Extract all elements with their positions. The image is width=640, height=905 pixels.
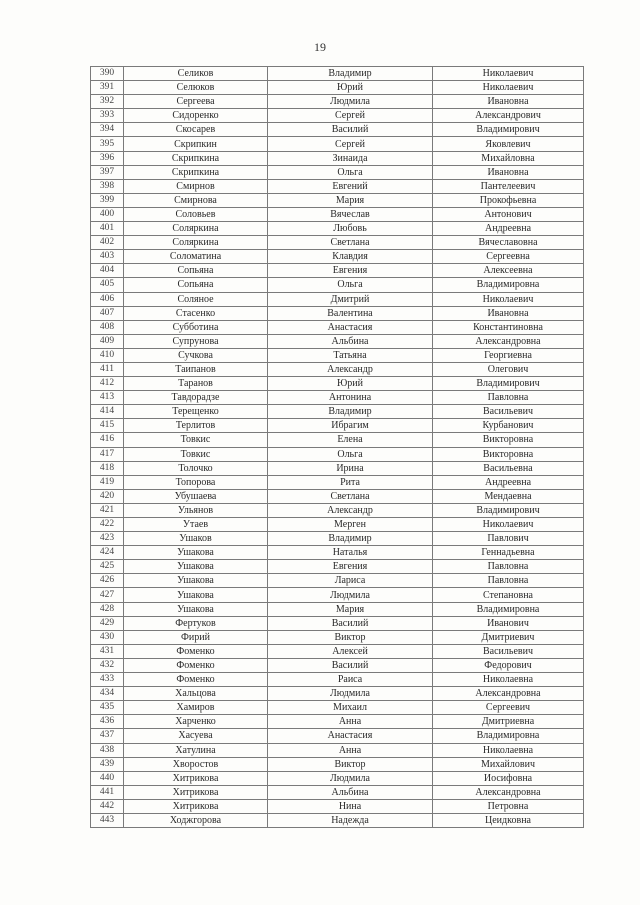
table-row [91, 391, 584, 405]
table-row [91, 574, 584, 588]
patronymic-cell: Викторовна [433, 447, 584, 461]
table-row [91, 757, 584, 771]
table-row [91, 109, 584, 123]
surname-cell: Терлитов [124, 419, 268, 433]
table-row [91, 799, 584, 813]
surname-cell: Соляркина [124, 222, 268, 236]
patronymic-cell: Александровна [433, 687, 584, 701]
row-number: 434 [91, 687, 124, 701]
row-number: 440 [91, 771, 124, 785]
patronymic-cell: Павловна [433, 560, 584, 574]
patronymic-cell: Владимировна [433, 729, 584, 743]
first-name-cell: Людмила [268, 771, 433, 785]
first-name-cell: Ибрагим [268, 419, 433, 433]
row-number: 436 [91, 715, 124, 729]
table-row [91, 743, 584, 757]
surname-cell: Ушакова [124, 560, 268, 574]
first-name-cell: Владимир [268, 67, 433, 81]
surname-cell: Харченко [124, 715, 268, 729]
surname-cell: Ходжгорова [124, 813, 268, 827]
first-name-cell: Алексей [268, 644, 433, 658]
patronymic-cell: Михайлович [433, 757, 584, 771]
patronymic-cell: Сергеевна [433, 250, 584, 264]
patronymic-cell: Васильевна [433, 461, 584, 475]
patronymic-cell: Антонович [433, 207, 584, 221]
table-row [91, 433, 584, 447]
row-number: 416 [91, 433, 124, 447]
first-name-cell: Анна [268, 715, 433, 729]
surname-cell: Хитрикова [124, 785, 268, 799]
patronymic-cell: Ивановна [433, 95, 584, 109]
first-name-cell: Сергей [268, 137, 433, 151]
patronymic-cell: Владимирович [433, 123, 584, 137]
table-row [91, 123, 584, 137]
first-name-cell: Александр [268, 503, 433, 517]
first-name-cell: Клавдия [268, 250, 433, 264]
first-name-cell: Нина [268, 799, 433, 813]
table-row [91, 95, 584, 109]
patronymic-cell: Васильевич [433, 405, 584, 419]
patronymic-cell: Николаевич [433, 292, 584, 306]
surname-cell: Смирнов [124, 179, 268, 193]
row-number: 422 [91, 518, 124, 532]
row-number: 424 [91, 546, 124, 560]
surname-cell: Ушакова [124, 602, 268, 616]
patronymic-cell: Владимировна [433, 278, 584, 292]
first-name-cell: Евгения [268, 264, 433, 278]
first-name-cell: Владимир [268, 405, 433, 419]
row-number: 400 [91, 207, 124, 221]
surname-cell: Товкис [124, 447, 268, 461]
table-row [91, 362, 584, 376]
row-number: 437 [91, 729, 124, 743]
surname-cell: Фертуков [124, 616, 268, 630]
first-name-cell: Ольга [268, 447, 433, 461]
first-name-cell: Виктор [268, 757, 433, 771]
table-row [91, 658, 584, 672]
patronymic-cell: Николаевич [433, 518, 584, 532]
table-row [91, 419, 584, 433]
table-row [91, 518, 584, 532]
table-row [91, 813, 584, 827]
surname-cell: Стасенко [124, 306, 268, 320]
row-number: 398 [91, 179, 124, 193]
surname-cell: Соловьев [124, 207, 268, 221]
table-row [91, 644, 584, 658]
table-row [91, 447, 584, 461]
patronymic-cell: Дмитриевна [433, 715, 584, 729]
first-name-cell: Светлана [268, 236, 433, 250]
patronymic-cell: Алексеевна [433, 264, 584, 278]
row-number: 420 [91, 489, 124, 503]
patronymic-cell: Павлович [433, 532, 584, 546]
row-number: 408 [91, 320, 124, 334]
row-number: 441 [91, 785, 124, 799]
surname-cell: Толочко [124, 461, 268, 475]
patronymic-cell: Николаевич [433, 81, 584, 95]
patronymic-cell: Александровна [433, 334, 584, 348]
first-name-cell: Михаил [268, 701, 433, 715]
first-name-cell: Виктор [268, 630, 433, 644]
name-list-body [91, 67, 584, 828]
surname-cell: Смирнова [124, 193, 268, 207]
row-number: 394 [91, 123, 124, 137]
first-name-cell: Лариса [268, 574, 433, 588]
row-number: 395 [91, 137, 124, 151]
row-number: 433 [91, 673, 124, 687]
row-number: 391 [91, 81, 124, 95]
surname-cell: Соломатина [124, 250, 268, 264]
table-row [91, 602, 584, 616]
surname-cell: Сопьяна [124, 278, 268, 292]
patronymic-cell: Прокофьевна [433, 193, 584, 207]
patronymic-cell: Николаевна [433, 743, 584, 757]
surname-cell: Товкис [124, 433, 268, 447]
first-name-cell: Ирина [268, 461, 433, 475]
row-number: 443 [91, 813, 124, 827]
surname-cell: Хворостов [124, 757, 268, 771]
patronymic-cell: Павловна [433, 391, 584, 405]
first-name-cell: Раиса [268, 673, 433, 687]
first-name-cell: Анастасия [268, 729, 433, 743]
surname-cell: Субботина [124, 320, 268, 334]
surname-cell: Соляркина [124, 236, 268, 250]
surname-cell: Сергеева [124, 95, 268, 109]
surname-cell: Ушакова [124, 574, 268, 588]
surname-cell: Сопьяна [124, 264, 268, 278]
patronymic-cell: Курбанович [433, 419, 584, 433]
patronymic-cell: Васильевич [433, 644, 584, 658]
first-name-cell: Людмила [268, 687, 433, 701]
first-name-cell: Ольга [268, 278, 433, 292]
table-row [91, 673, 584, 687]
first-name-cell: Евгений [268, 179, 433, 193]
surname-cell: Скосарев [124, 123, 268, 137]
row-number: 421 [91, 503, 124, 517]
first-name-cell: Людмила [268, 95, 433, 109]
table-row [91, 67, 584, 81]
patronymic-cell: Павловна [433, 574, 584, 588]
patronymic-cell: Андреевна [433, 222, 584, 236]
surname-cell: Ушаков [124, 532, 268, 546]
first-name-cell: Дмитрий [268, 292, 433, 306]
row-number: 419 [91, 475, 124, 489]
table-row [91, 616, 584, 630]
patronymic-cell: Михайловна [433, 151, 584, 165]
surname-cell: Хатулина [124, 743, 268, 757]
first-name-cell: Юрий [268, 377, 433, 391]
table-row [91, 151, 584, 165]
row-number: 414 [91, 405, 124, 419]
first-name-cell: Василий [268, 658, 433, 672]
table-row [91, 630, 584, 644]
first-name-cell: Мария [268, 193, 433, 207]
name-list-table [90, 66, 584, 828]
row-number: 411 [91, 362, 124, 376]
patronymic-cell: Георгиевна [433, 348, 584, 362]
surname-cell: Ушакова [124, 546, 268, 560]
row-number: 409 [91, 334, 124, 348]
first-name-cell: Мерген [268, 518, 433, 532]
patronymic-cell: Дмитриевич [433, 630, 584, 644]
table-row [91, 264, 584, 278]
row-number: 439 [91, 757, 124, 771]
patronymic-cell: Цеидковна [433, 813, 584, 827]
surname-cell: Ушакова [124, 588, 268, 602]
row-number: 392 [91, 95, 124, 109]
page-number: 19 [314, 40, 326, 54]
first-name-cell: Надежда [268, 813, 433, 827]
surname-cell: Сидоренко [124, 109, 268, 123]
patronymic-cell: Владимировна [433, 602, 584, 616]
first-name-cell: Наталья [268, 546, 433, 560]
surname-cell: Терещенко [124, 405, 268, 419]
surname-cell: Селиков [124, 67, 268, 81]
row-number: 390 [91, 67, 124, 81]
table-row [91, 546, 584, 560]
table-row [91, 222, 584, 236]
table-row [91, 729, 584, 743]
row-number: 410 [91, 348, 124, 362]
first-name-cell: Василий [268, 616, 433, 630]
surname-cell: Хасуева [124, 729, 268, 743]
first-name-cell: Любовь [268, 222, 433, 236]
table-row [91, 701, 584, 715]
first-name-cell: Альбина [268, 334, 433, 348]
surname-cell: Таранов [124, 377, 268, 391]
surname-cell: Утаев [124, 518, 268, 532]
table-row [91, 771, 584, 785]
surname-cell: Селюков [124, 81, 268, 95]
row-number: 435 [91, 701, 124, 715]
patronymic-cell: Иосифовна [433, 771, 584, 785]
patronymic-cell: Александровна [433, 785, 584, 799]
first-name-cell: Юрий [268, 81, 433, 95]
row-number: 415 [91, 419, 124, 433]
row-number: 425 [91, 560, 124, 574]
patronymic-cell: Ивановна [433, 165, 584, 179]
table-row [91, 292, 584, 306]
first-name-cell: Ольга [268, 165, 433, 179]
row-number: 402 [91, 236, 124, 250]
surname-cell: Хальцова [124, 687, 268, 701]
first-name-cell: Светлана [268, 489, 433, 503]
patronymic-cell: Николаевна [433, 673, 584, 687]
surname-cell: Фоменко [124, 658, 268, 672]
row-number: 423 [91, 532, 124, 546]
row-number: 442 [91, 799, 124, 813]
row-number: 412 [91, 377, 124, 391]
table-row [91, 165, 584, 179]
patronymic-cell: Андреевна [433, 475, 584, 489]
table-row [91, 715, 584, 729]
patronymic-cell: Геннадьевна [433, 546, 584, 560]
patronymic-cell: Викторовна [433, 433, 584, 447]
surname-cell: Фоменко [124, 673, 268, 687]
surname-cell: Убушаева [124, 489, 268, 503]
row-number: 427 [91, 588, 124, 602]
table-row [91, 306, 584, 320]
patronymic-cell: Олегович [433, 362, 584, 376]
first-name-cell: Анастасия [268, 320, 433, 334]
patronymic-cell: Пантелеевич [433, 179, 584, 193]
row-number: 406 [91, 292, 124, 306]
surname-cell: Фоменко [124, 644, 268, 658]
table-row [91, 236, 584, 250]
first-name-cell: Татьяна [268, 348, 433, 362]
table-row [91, 278, 584, 292]
patronymic-cell: Степановна [433, 588, 584, 602]
surname-cell: Тавдорадзе [124, 391, 268, 405]
surname-cell: Скрипкина [124, 165, 268, 179]
row-number: 431 [91, 644, 124, 658]
patronymic-cell: Александрович [433, 109, 584, 123]
table-row [91, 320, 584, 334]
row-number: 397 [91, 165, 124, 179]
row-number: 417 [91, 447, 124, 461]
patronymic-cell: Федорович [433, 658, 584, 672]
first-name-cell: Владимир [268, 532, 433, 546]
first-name-cell: Василий [268, 123, 433, 137]
row-number: 403 [91, 250, 124, 264]
surname-cell: Топорова [124, 475, 268, 489]
row-number: 430 [91, 630, 124, 644]
surname-cell: Скрипкин [124, 137, 268, 151]
surname-cell: Хитрикова [124, 771, 268, 785]
row-number: 405 [91, 278, 124, 292]
first-name-cell: Евгения [268, 560, 433, 574]
table-row [91, 532, 584, 546]
surname-cell: Хитрикова [124, 799, 268, 813]
table-row [91, 137, 584, 151]
first-name-cell: Рита [268, 475, 433, 489]
patronymic-cell: Николаевич [433, 67, 584, 81]
patronymic-cell: Вячеславовна [433, 236, 584, 250]
surname-cell: Таипанов [124, 362, 268, 376]
row-number: 401 [91, 222, 124, 236]
surname-cell: Хамиров [124, 701, 268, 715]
surname-cell: Супрунова [124, 334, 268, 348]
surname-cell: Соляное [124, 292, 268, 306]
surname-cell: Ульянов [124, 503, 268, 517]
table-row [91, 348, 584, 362]
first-name-cell: Александр [268, 362, 433, 376]
first-name-cell: Зинаида [268, 151, 433, 165]
table-row [91, 193, 584, 207]
table-row [91, 461, 584, 475]
surname-cell: Фирий [124, 630, 268, 644]
row-number: 429 [91, 616, 124, 630]
row-number: 418 [91, 461, 124, 475]
table-row [91, 250, 584, 264]
first-name-cell: Анна [268, 743, 433, 757]
table-row [91, 81, 584, 95]
row-number: 396 [91, 151, 124, 165]
first-name-cell: Елена [268, 433, 433, 447]
table-row [91, 588, 584, 602]
patronymic-cell: Владимирович [433, 503, 584, 517]
table-row [91, 207, 584, 221]
surname-cell: Сучкова [124, 348, 268, 362]
row-number: 393 [91, 109, 124, 123]
row-number: 432 [91, 658, 124, 672]
first-name-cell: Сергей [268, 109, 433, 123]
row-number: 413 [91, 391, 124, 405]
patronymic-cell: Мендаевна [433, 489, 584, 503]
first-name-cell: Валентина [268, 306, 433, 320]
table-row [91, 687, 584, 701]
row-number: 438 [91, 743, 124, 757]
patronymic-cell: Сергеевич [433, 701, 584, 715]
table-row [91, 503, 584, 517]
patronymic-cell: Петровна [433, 799, 584, 813]
first-name-cell: Альбина [268, 785, 433, 799]
patronymic-cell: Иванович [433, 616, 584, 630]
table-row [91, 785, 584, 799]
table-row [91, 334, 584, 348]
row-number: 407 [91, 306, 124, 320]
table-row [91, 377, 584, 391]
first-name-cell: Вячеслав [268, 207, 433, 221]
row-number: 404 [91, 264, 124, 278]
row-number: 426 [91, 574, 124, 588]
table-row [91, 179, 584, 193]
surname-cell: Скрипкина [124, 151, 268, 165]
table-row [91, 475, 584, 489]
patronymic-cell: Яковлевич [433, 137, 584, 151]
patronymic-cell: Ивановна [433, 306, 584, 320]
table-row [91, 405, 584, 419]
patronymic-cell: Владимирович [433, 377, 584, 391]
table-row [91, 560, 584, 574]
row-number: 399 [91, 193, 124, 207]
first-name-cell: Людмила [268, 588, 433, 602]
first-name-cell: Мария [268, 602, 433, 616]
patronymic-cell: Константиновна [433, 320, 584, 334]
row-number: 428 [91, 602, 124, 616]
first-name-cell: Антонина [268, 391, 433, 405]
table-row [91, 489, 584, 503]
